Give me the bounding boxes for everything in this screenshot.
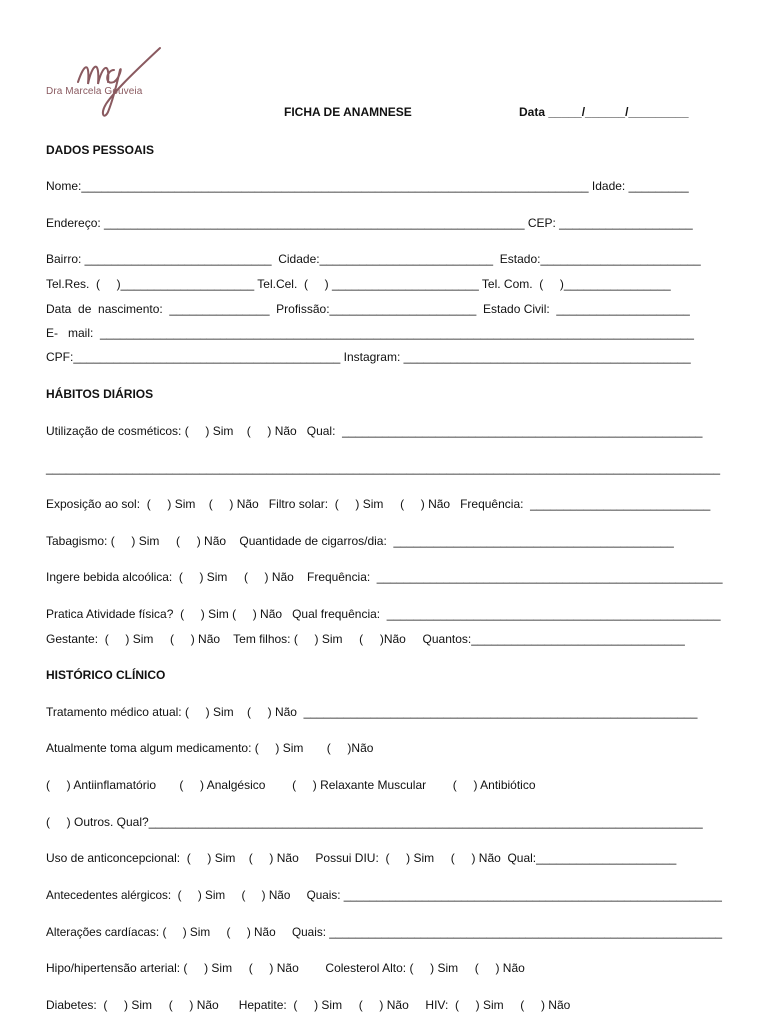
field-gestante-filhos[interactable]: Gestante: ( ) Sim ( ) Não Tem filhos: ( ) Sim ( )Não Quantos:________________________________ xyxy=(46,632,685,646)
section-dados-pessoais: DADOS PESSOAIS xyxy=(46,143,155,157)
field-bebida-alcoolica[interactable]: Ingere bebida alcoólica: ( ) Sim ( ) Não Frequência: ____________________________________________________ xyxy=(46,570,723,584)
field-medicamento[interactable]: Atualmente toma algum medicamento: ( ) Sim ( )Não xyxy=(46,741,374,755)
field-nome-idade[interactable]: Nome:____________________________________________________________________________ Idade: _________ xyxy=(46,179,689,193)
section-habitos-diarios: HÁBITOS DIÁRIOS xyxy=(46,387,154,401)
field-diabetes-hepatite-hiv[interactable]: Diabetes: ( ) Sim ( ) Não Hepatite: ( ) Sim ( ) Não HIV: ( ) Sim ( ) Não xyxy=(46,998,571,1012)
section-historico-clinico: HISTÓRICO CLÍNICO xyxy=(46,668,166,682)
field-anticoncepcional-diu[interactable]: Uso de anticoncepcional: ( ) Sim ( ) Não Possui DIU: ( ) Sim ( ) Não Qual:_____________________ xyxy=(46,851,677,865)
field-cosmeticos-continuation[interactable]: _____________________________________________________________________________________________________ xyxy=(46,461,721,475)
field-endereco-cep[interactable]: Endereço: _______________________________________________________________ CEP: ____________________ xyxy=(46,216,693,230)
monogram-logo-icon xyxy=(70,40,170,120)
field-tipo-medicamento[interactable]: ( ) Antiinflamatório ( ) Analgésico ( ) Relaxante Muscular ( ) Antibiótico xyxy=(46,778,536,792)
field-tratamento-medico[interactable]: Tratamento médico atual: ( ) Sim ( ) Não ___________________________________________________________ xyxy=(46,705,698,719)
field-outros-medicamentos[interactable]: ( ) Outros. Qual?___________________________________________________________________________________ xyxy=(46,815,703,829)
field-cpf-instagram[interactable]: CPF:________________________________________ Instagram: ___________________________________________ xyxy=(46,350,691,364)
field-cosmeticos[interactable]: Utilização de cosméticos: ( ) Sim ( ) Não Qual: ______________________________________________________ xyxy=(46,424,703,438)
field-bairro-cidade-estado[interactable]: Bairro: ____________________________ Cidade:__________________________ Estado:________________________ xyxy=(46,252,701,266)
field-hipertensao-colesterol[interactable]: Hipo/hipertensão arterial: ( ) Sim ( ) Não Colesterol Alto: ( ) Sim ( ) Não xyxy=(46,961,525,975)
field-atividade-fisica[interactable]: Pratica Atividade física? ( ) Sim ( ) Não Qual frequência: __________________________________________________ xyxy=(46,607,721,621)
logo-caption: Dra Marcela Gouveia xyxy=(46,86,143,97)
form-title: FICHA DE ANAMNESE xyxy=(284,105,412,119)
date-field[interactable]: Data _____/______/_________ xyxy=(519,105,689,119)
field-nascimento-profissao-civil[interactable]: Data de nascimento: _______________ Profissão:______________________ Estado Civil: ____________________ xyxy=(46,302,690,316)
field-alergias[interactable]: Antecedentes alérgicos: ( ) Sim ( ) Não Quais: __________________________________________________________ xyxy=(46,888,722,902)
field-exposicao-sol[interactable]: Exposição ao sol: ( ) Sim ( ) Não Filtro solar: ( ) Sim ( ) Não Frequência: ___________________________ xyxy=(46,497,711,511)
field-tabagismo[interactable]: Tabagismo: ( ) Sim ( ) Não Quantidade de cigarros/dia: __________________________________________ xyxy=(46,534,674,548)
field-cardiacas[interactable]: Alterações cardíacas: ( ) Sim ( ) Não Quais: ____________________________________________________________ xyxy=(46,925,723,939)
field-email[interactable]: E- mail: _________________________________________________________________________________________ xyxy=(46,326,694,340)
field-telefones[interactable]: Tel.Res. ( )____________________ Tel.Cel. ( ) ______________________ Tel. Com. ( )________________ xyxy=(46,277,671,291)
